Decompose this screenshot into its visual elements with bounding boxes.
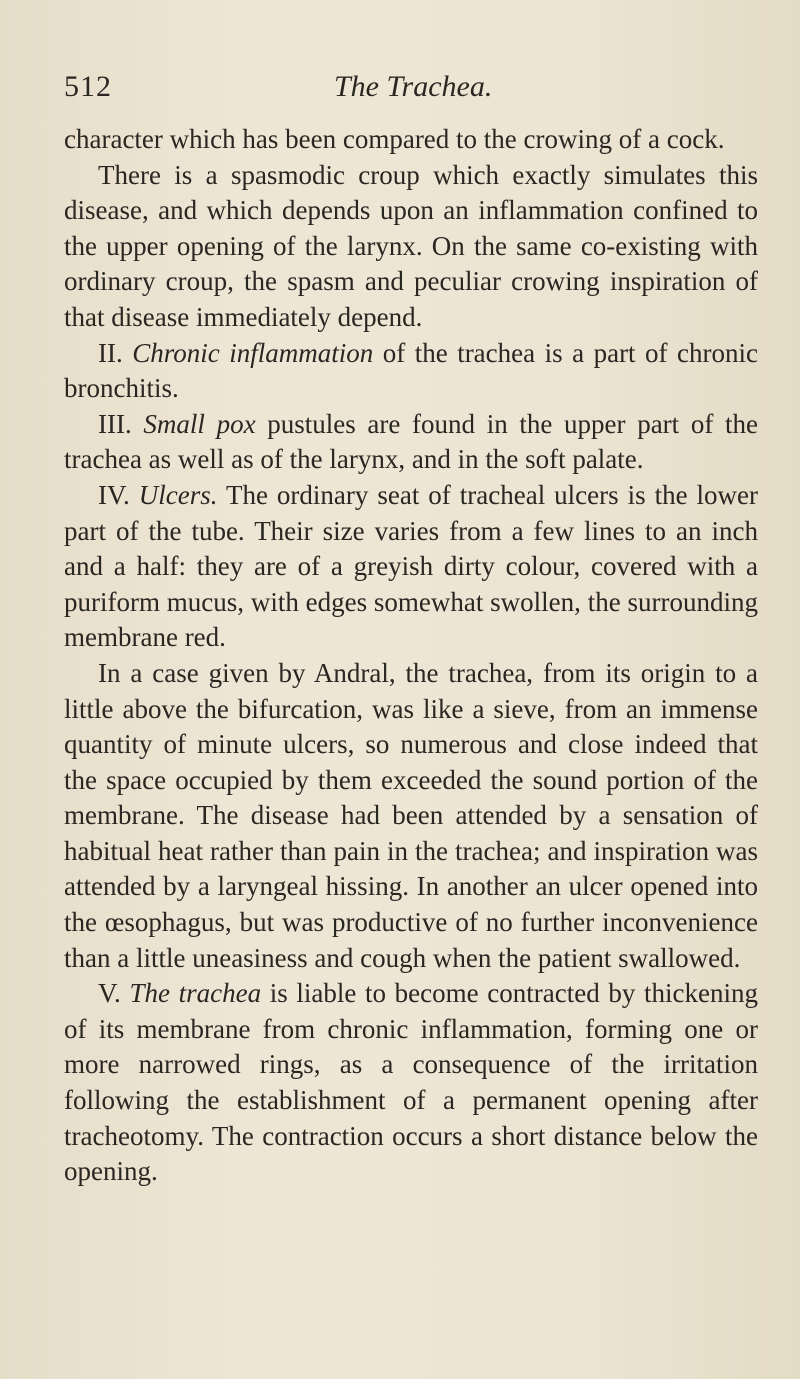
paragraph-text: is liable to become contracted by thickening of its membrane from chronic inflammation, forming one or more narrowed rings, as a consequence of the irritation following the establishment of a permanent opening after tracheotomy. The contraction occurs a short distance below the opening. — [64, 978, 758, 1187]
running-head: The Trachea. — [334, 70, 493, 103]
paragraph-text: The ordinary seat of tracheal ulcers is the lower part of the tube. Their size varies from a few lines to an inch and a half: they are of a greyish dirty colour, covered with a puriform mucus, with edges somewhat swollen, the surrounding membrane red. — [64, 479, 759, 653]
paragraph-text: In a case given by Andral, the trachea, from its origin to a little above the bifurcation, was like a sieve, from an immense quantity of minute ulcers, so numerous and close indeed that the space occupied by them exceeded the sound portion of the membrane. The disease had been attended by a sensation of habitual heat rather than pain in the trachea; and inspiration was attended by a laryngeal hissing. In another an ulcer opened into the œsophagus, but was productive of no further inconvenience than a little uneasiness and cough when the patient swallowed. — [64, 657, 758, 973]
page-header — [64, 70, 758, 122]
paragraph-text: of the trachea is a part of chronic bronchitis. — [64, 337, 758, 404]
section-number: V. — [98, 978, 121, 1009]
section-number: II. — [98, 337, 123, 368]
section-number: III. — [98, 408, 132, 439]
paragraph-andral-case — [64, 656, 758, 976]
paragraph-continuation — [64, 122, 758, 158]
paragraph-spasmodic-croup — [64, 158, 758, 336]
section-small-pox — [64, 407, 758, 478]
paragraph-text: There is a spasmodic croup which exactly simulates this disease, and which depends upon an inflammation confined to the upper opening of the larynx. On the same co-existing with ordinary croup, the spasm and peculiar crowing inspiration of that disease immediately depend. — [64, 159, 758, 332]
paragraph-text: pustules are found in the upper part of the trachea as well as of the larynx, and in the soft palate. — [64, 408, 758, 475]
paragraph-text: character which has been compared to the crowing of a cock. — [64, 124, 725, 154]
section-heading: Ulcers. — [138, 479, 218, 510]
page-number: 512 — [64, 70, 112, 103]
section-contraction — [64, 976, 758, 1190]
section-chronic-inflammation — [64, 336, 758, 407]
section-heading: Small pox — [143, 408, 256, 439]
section-number: IV. — [98, 479, 130, 510]
section-ulcers — [64, 478, 758, 656]
section-heading: The trachea — [129, 978, 262, 1009]
section-heading: Chronic inflammation — [132, 337, 374, 368]
body-text — [64, 122, 758, 1190]
